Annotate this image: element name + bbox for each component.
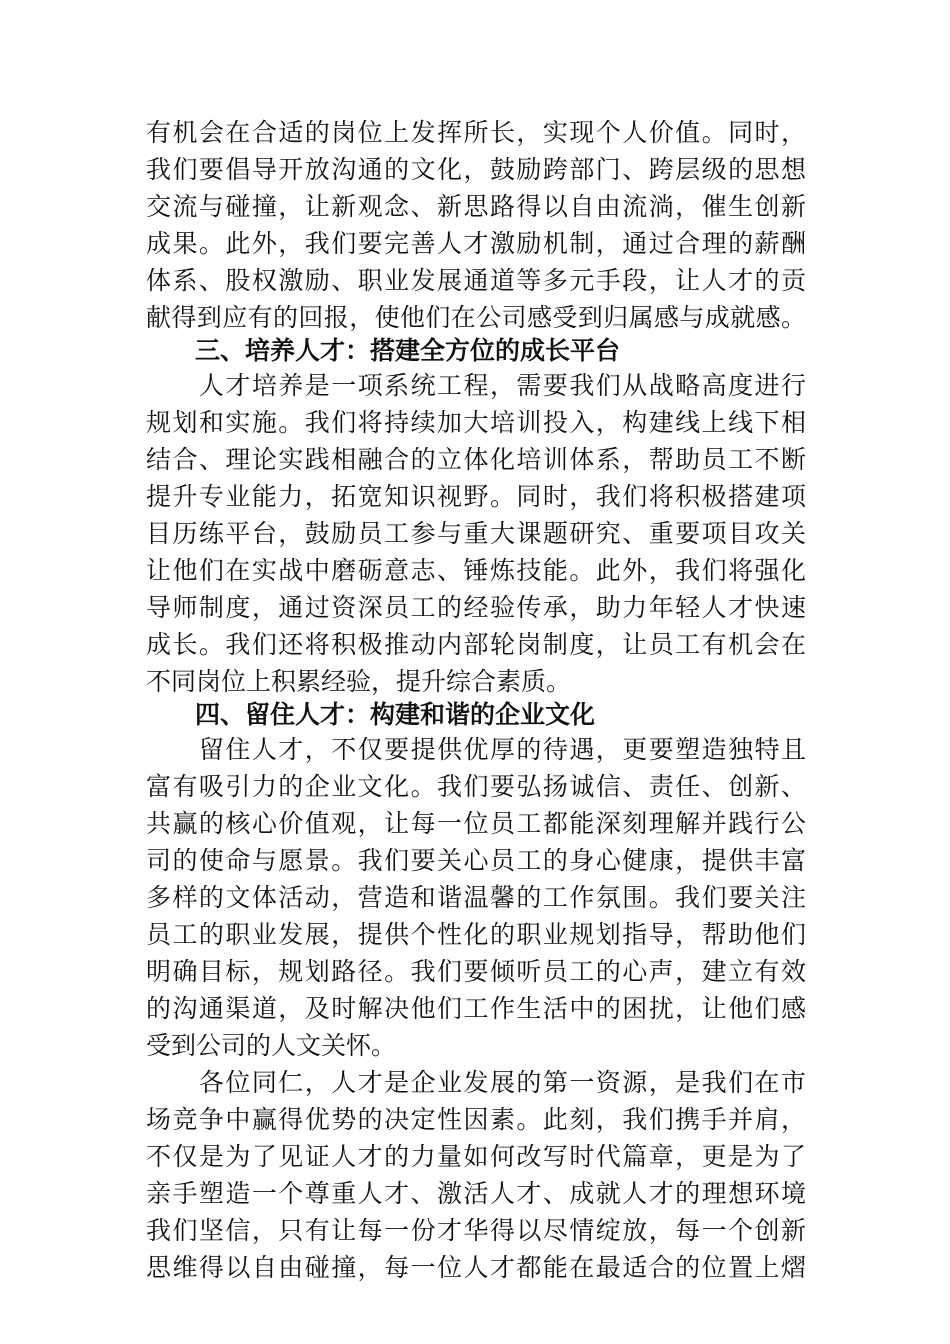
text-line: 体系、股权激励、职业发展通道等多元手段，让人才的贡 bbox=[146, 266, 806, 295]
text-line: 人才培养是一项系统工程，需要我们从战略高度进行 bbox=[146, 371, 806, 400]
text-line: 富有吸引力的企业文化。我们要弘扬诚信、责任、创新、 bbox=[146, 772, 806, 801]
section-heading: 四、留住人才：构建和谐的企业文化 bbox=[195, 700, 596, 729]
text-line: 司的使命与愿景。我们要关心员工的身心健康，提供丰富 bbox=[146, 846, 806, 875]
text-line: 思维得以自由碰撞，每一位人才都能在最适合的位置上熠 bbox=[146, 1253, 806, 1282]
text-line: 场竞争中赢得优势的决定性因素。此刻，我们携手并肩， bbox=[146, 1105, 806, 1134]
text-line: 成长。我们还将积极推动内部轮岗制度，让员工有机会在 bbox=[146, 630, 806, 659]
text-line: 结合、理论实践相融合的立体化培训体系，帮助员工不断 bbox=[146, 445, 806, 474]
text-line: 受到公司的人文关怀。 bbox=[146, 1031, 397, 1060]
text-line: 多样的文体活动，营造和谐温馨的工作氛围。我们要关注 bbox=[146, 883, 806, 912]
text-line: 献得到应有的回报，使他们在公司感受到归属感与成就感。 bbox=[146, 303, 806, 332]
text-line: 我们坚信，只有让每一份才华得以尽情绽放，每一个创新 bbox=[146, 1216, 806, 1245]
text-line: 成果。此外，我们要完善人才激励机制，通过合理的薪酬 bbox=[146, 229, 806, 258]
text-line: 亲手塑造一个尊重人才、激活人才、成就人才的理想环境 bbox=[146, 1179, 806, 1208]
text-line: 共赢的核心价值观，让每一位员工都能深刻理解并践行公 bbox=[146, 809, 806, 838]
text-line: 不仅是为了见证人才的力量如何改写时代篇章，更是为了 bbox=[146, 1142, 806, 1171]
section-heading: 三、培养人才：搭建全方位的成长平台 bbox=[195, 336, 621, 365]
text-line: 让他们在实战中磨砺意志、锤炼技能。此外，我们将强化 bbox=[146, 556, 806, 585]
text-line: 明确目标，规划路径。我们要倾听员工的心声，建立有效 bbox=[146, 957, 806, 986]
text-line: 目历练平台，鼓励员工参与重大课题研究、重要项目攻关 bbox=[146, 519, 806, 548]
text-line: 不同岗位上积累经验，提升综合素质。 bbox=[146, 667, 572, 696]
text-line: 的沟通渠道，及时解决他们工作生活中的困扰，让他们感 bbox=[146, 994, 806, 1023]
text-line: 交流与碰撞，让新观念、新思路得以自由流淌，催生创新 bbox=[146, 192, 806, 221]
text-line: 员工的职业发展，提供个性化的职业规划指导，帮助他们 bbox=[146, 920, 806, 949]
text-line: 有机会在合适的岗位上发挥所长，实现个人价值。同时， bbox=[146, 118, 806, 147]
text-line: 留住人才，不仅要提供优厚的待遇，更要塑造独特且 bbox=[146, 735, 806, 764]
text-line: 规划和实施。我们将持续加大培训投入，构建线上线下相 bbox=[146, 408, 806, 437]
text-line: 各位同仁，人才是企业发展的第一资源，是我们在市 bbox=[146, 1068, 806, 1097]
text-line: 我们要倡导开放沟通的文化，鼓励跨部门、跨层级的思想 bbox=[146, 155, 806, 184]
text-line: 导师制度，通过资深员工的经验传承，助力年轻人才快速 bbox=[146, 593, 806, 622]
text-line: 提升专业能力，拓宽知识视野。同时，我们将积极搭建项 bbox=[146, 482, 806, 511]
